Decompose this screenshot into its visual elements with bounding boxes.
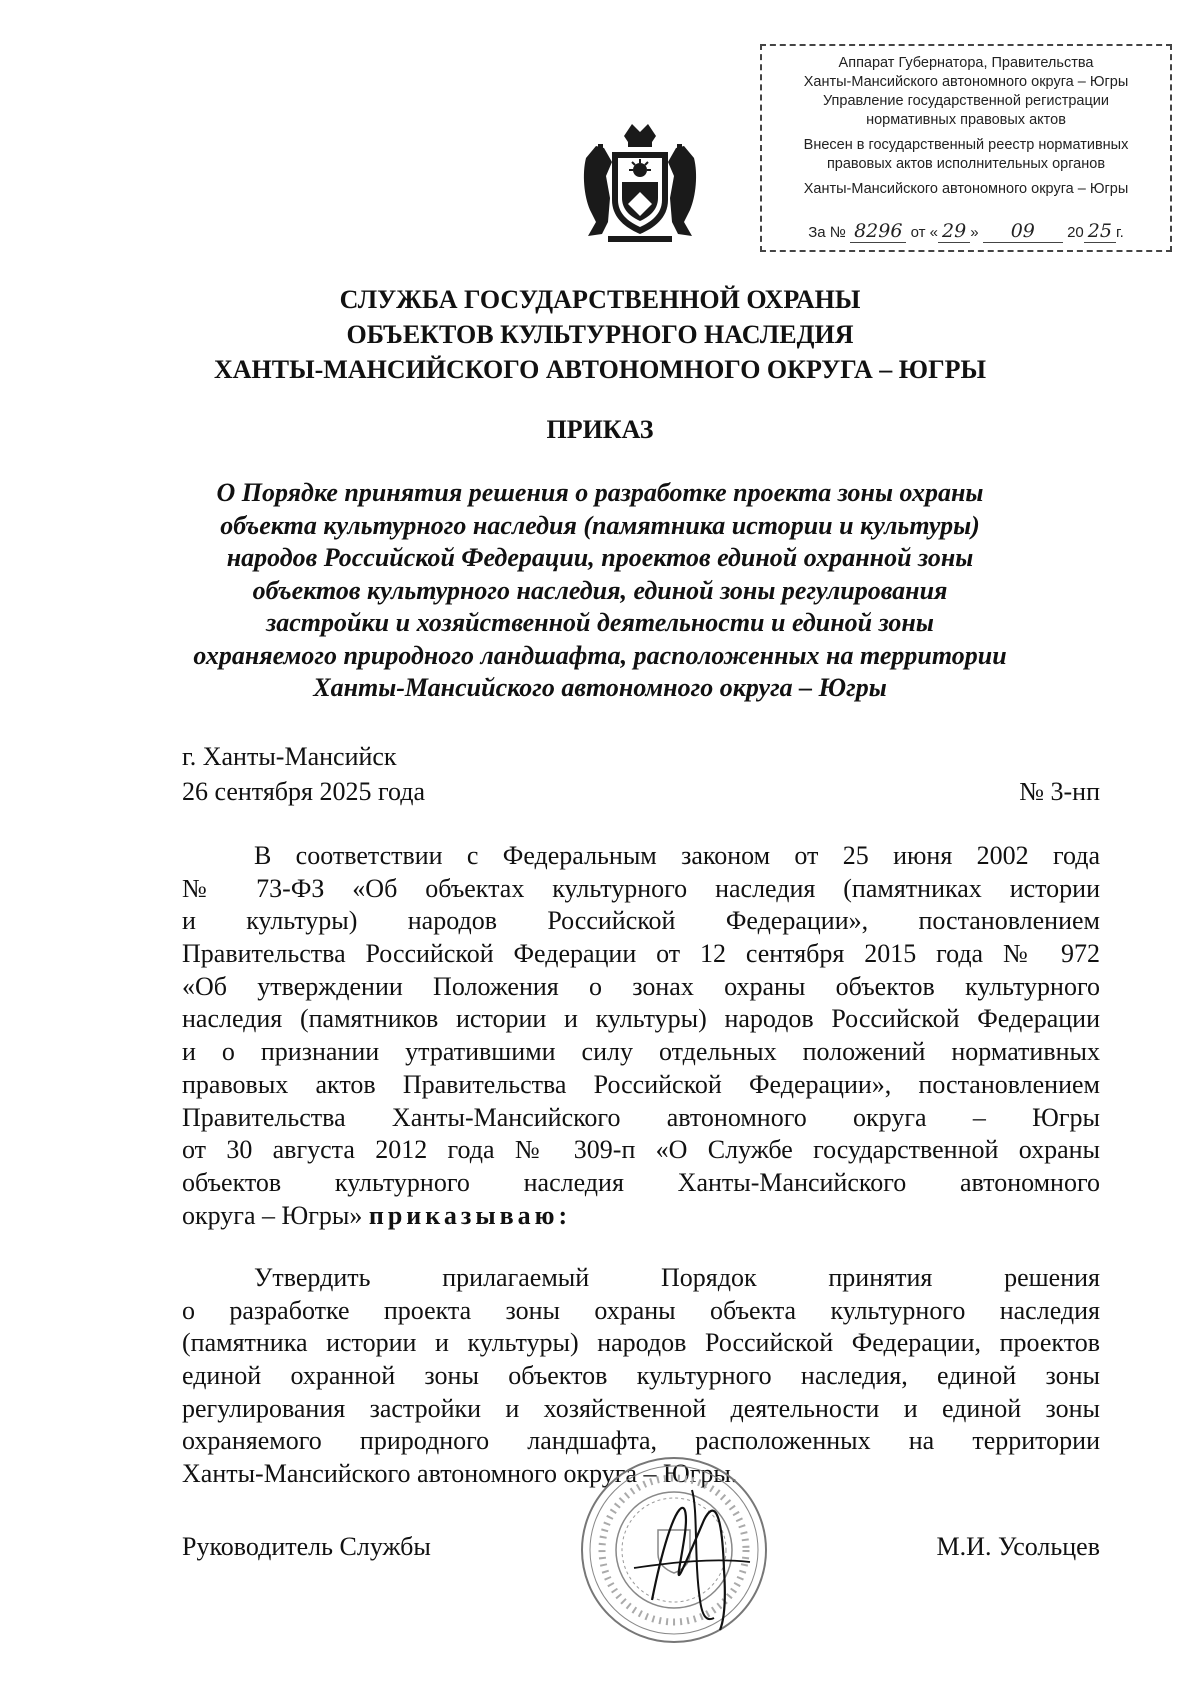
preamble-paragraph	[182, 840, 1100, 1232]
subject-line: объекта культурного наследия (памятника истории и культуры)	[220, 510, 980, 540]
reg-year-prefix: 20	[1067, 224, 1084, 241]
paragraph-line: правовых актов Правительства Российской Федерации», постановлением	[182, 1069, 1100, 1099]
document-number: № 3-нп	[1019, 777, 1100, 806]
paragraph-last-line	[182, 1200, 1100, 1233]
official-seal-icon	[574, 1450, 774, 1650]
paragraph-line: № 73-ФЗ «Об объектах культурного наследия (памятниках истории	[182, 873, 1100, 903]
subject-line: объектов культурного наследия, единой зоны регулирования	[252, 575, 948, 605]
organization-line: ХАНТЫ-МАНСИЙСКОГО АВТОНОМНОГО ОКРУГА – ЮГРЫ	[213, 355, 987, 384]
paragraph-line: о разработке проекта зоны охраны объекта культурного наследия	[182, 1295, 1100, 1325]
signatory-position: Руководитель Службы	[182, 1532, 431, 1561]
document-date: 26 сентября 2025 года	[182, 777, 426, 806]
paragraph-line: охраняемого природного ландшафта, расположенных на территории	[182, 1426, 1100, 1456]
paragraph-line: и культуры) народов Российской Федерации», постановлением	[182, 906, 1100, 936]
subject-line: народов Российской Федерации, проектов единой охранной зоны	[226, 543, 974, 572]
signatory-name: М.И. Усольцев	[936, 1532, 1100, 1561]
paragraph-line: наследия (памятников истории и культуры) народов Российской Федерации	[182, 1004, 1100, 1034]
subject-line: О Порядке принятия решения о разработке проекта зоны охраны	[216, 478, 984, 507]
stamp-line: Аппарат Губернатора, Правительства	[838, 55, 1094, 71]
organization-line: СЛУЖБА ГОСУДАРСТВЕННОЙ ОХРАНЫ	[339, 285, 861, 314]
registration-stamp	[760, 44, 1172, 252]
reg-year-suffix: 25	[1084, 220, 1116, 243]
paragraph-line: Ханты-Мансийского автономного округа – Югры.	[182, 1459, 738, 1489]
subject-line: охраняемого природного ландшафта, расположенных на территории	[193, 640, 1007, 670]
paragraph-line-text: округа – Югры»	[182, 1200, 363, 1230]
paragraph-line: от 30 августа 2012 года № 309-п «О Службе государственной охраны	[182, 1135, 1100, 1165]
place: г. Ханты-Мансийск	[182, 742, 397, 771]
paragraph-line: и о признании утратившими силу отдельных положений нормативных	[182, 1037, 1100, 1067]
stamp-line: Управление государственной регистрации	[822, 93, 1110, 109]
paragraph-line: Правительства Российской Федерации от 12 сентября 2015 года № 972	[182, 939, 1100, 969]
document-type: ПРИКАЗ	[546, 415, 654, 444]
subject-line: застройки и хозяйственной деятельности и единой зоны	[266, 608, 934, 637]
reg-from: от	[910, 224, 926, 241]
paragraph-line: В соответствии с Федеральным законом от 25 июня 2002 года	[254, 841, 1100, 870]
stamp-registration-row: За № 8296 от « 29 » 09 20 25 г.	[808, 220, 1124, 242]
stamp-line: нормативных правовых актов	[866, 112, 1066, 128]
order-word: приказываю:	[368, 1200, 572, 1230]
paragraph-line: Правительства Ханты-Мансийского автономного округа – Югры	[182, 1102, 1100, 1132]
reg-month: 09	[983, 220, 1063, 243]
coat-of-arms-icon	[578, 118, 702, 246]
stamp-line: Ханты-Мансийского автономного округа – Югры	[803, 74, 1129, 90]
paragraph-line: объектов культурного наследия Ханты-Мансийского автономного	[182, 1167, 1100, 1197]
paragraph-line: регулирования застройки и хозяйственной деятельности и единой зоны	[182, 1393, 1100, 1423]
paragraph-line: (памятника истории и культуры) народов Российской Федерации, проектов	[182, 1328, 1100, 1358]
reg-year-unit: г.	[1115, 224, 1124, 241]
paragraph-line: «Об утверждении Положения о зонах охраны объектов культурного	[182, 971, 1100, 1001]
organization-heading	[100, 282, 1100, 387]
reg-day: 29	[938, 220, 970, 243]
paragraph-line: единой охранной зоны объектов культурного наследия, единой зоны	[182, 1361, 1100, 1391]
stamp-entered-line: правовых актов исполнительных органов	[826, 156, 1106, 172]
paragraph-line: Утвердить прилагаемый Порядок принятия решения	[254, 1263, 1100, 1292]
reg-prefix: За №	[808, 224, 846, 241]
subject-line: Ханты-Мансийского автономного округа – Югры	[313, 673, 887, 702]
organization-line: ОБЪЕКТОВ КУЛЬТУРНОГО НАСЛЕДИЯ	[346, 320, 854, 349]
stamp-region-line: Ханты-Мансийского автономного округа – Югры	[803, 181, 1129, 197]
stamp-entered-line: Внесен в государственный реестр нормативных	[803, 137, 1129, 153]
order-subject	[180, 477, 1020, 705]
reg-number: 8296	[850, 220, 906, 243]
